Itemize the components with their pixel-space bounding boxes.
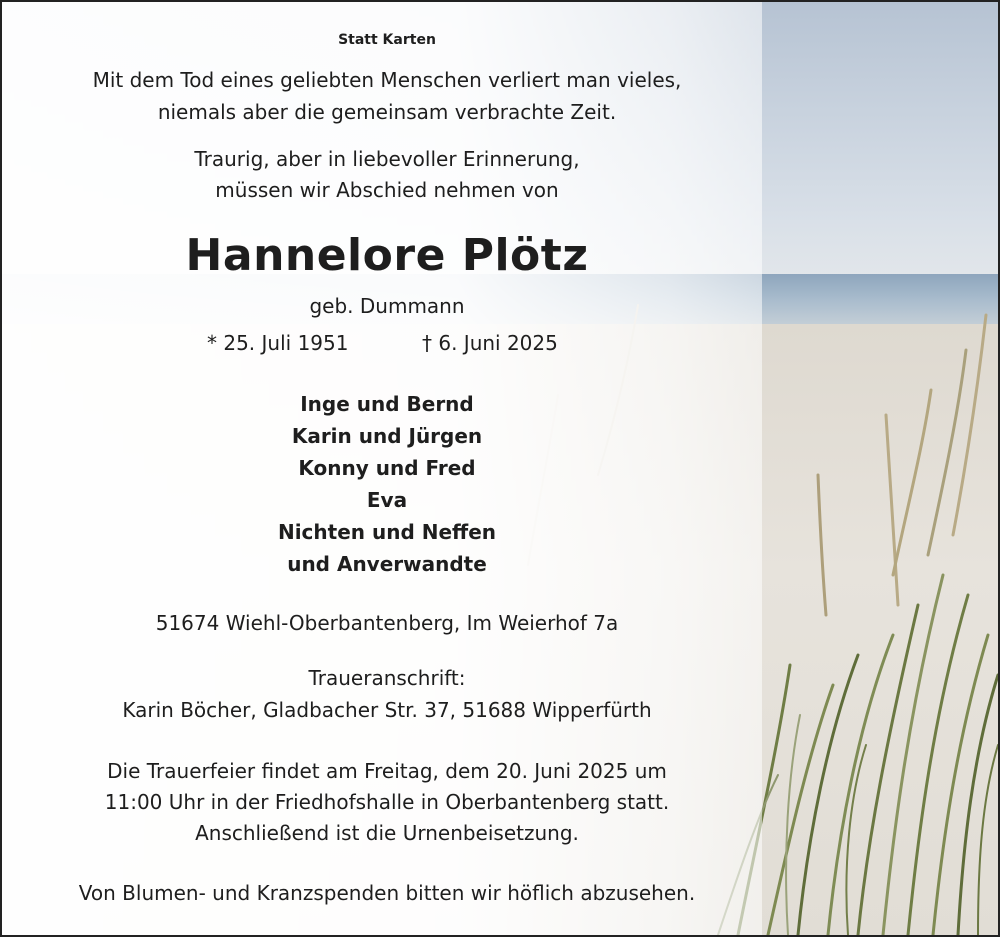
quote-line-1: Mit dem Tod eines geliebten Menschen verliert man vieles, (92, 68, 682, 92)
mourning-address-label: Traueranschrift: (308, 666, 466, 690)
ceremony-line-1: Die Trauerfeier findet am Freitag, dem 20. Juni 2025 um (107, 759, 667, 783)
mourner-4: Eva (366, 488, 408, 512)
maiden-name: geb. Dummann (309, 294, 465, 318)
header-statt-karten: Statt Karten (338, 32, 436, 48)
mourner-2: Karin und Jürgen (291, 424, 483, 448)
intro-line-1: Traurig, aber in liebevoller Erinnerung, (194, 147, 580, 171)
mourner-1: Inge und Bernd (300, 392, 474, 416)
notice-text (2, 2, 772, 935)
deceased-name: Hannelore Plötz (185, 230, 589, 281)
ceremony-line-2: 11:00 Uhr in der Friedhofshalle in Oberbantenberg statt. (104, 790, 670, 814)
birth-date: * 25. Juli 1951 (207, 331, 349, 355)
quote-line-2: niemals aber die gemeinsam verbrachte Zeit. (157, 100, 617, 124)
home-address: 51674 Wiehl-Oberbantenberg, Im Weierhof 7a (155, 611, 619, 635)
mourner-5: Nichten und Neffen (277, 520, 497, 544)
death-date: † 6. Juni 2025 (422, 331, 558, 355)
mourner-3: Konny und Fred (298, 456, 476, 480)
mourner-6: und Anverwandte (287, 552, 487, 576)
closing-request: Von Blumen- und Kranzspenden bitten wir höflich abzusehen. (78, 881, 696, 905)
mourning-address: Karin Böcher, Gladbacher Str. 37, 51688 Wipperfürth (122, 698, 652, 722)
intro-line-2: müssen wir Abschied nehmen von (215, 178, 559, 202)
ceremony-line-3: Anschließend ist die Urnenbeisetzung. (195, 821, 579, 845)
